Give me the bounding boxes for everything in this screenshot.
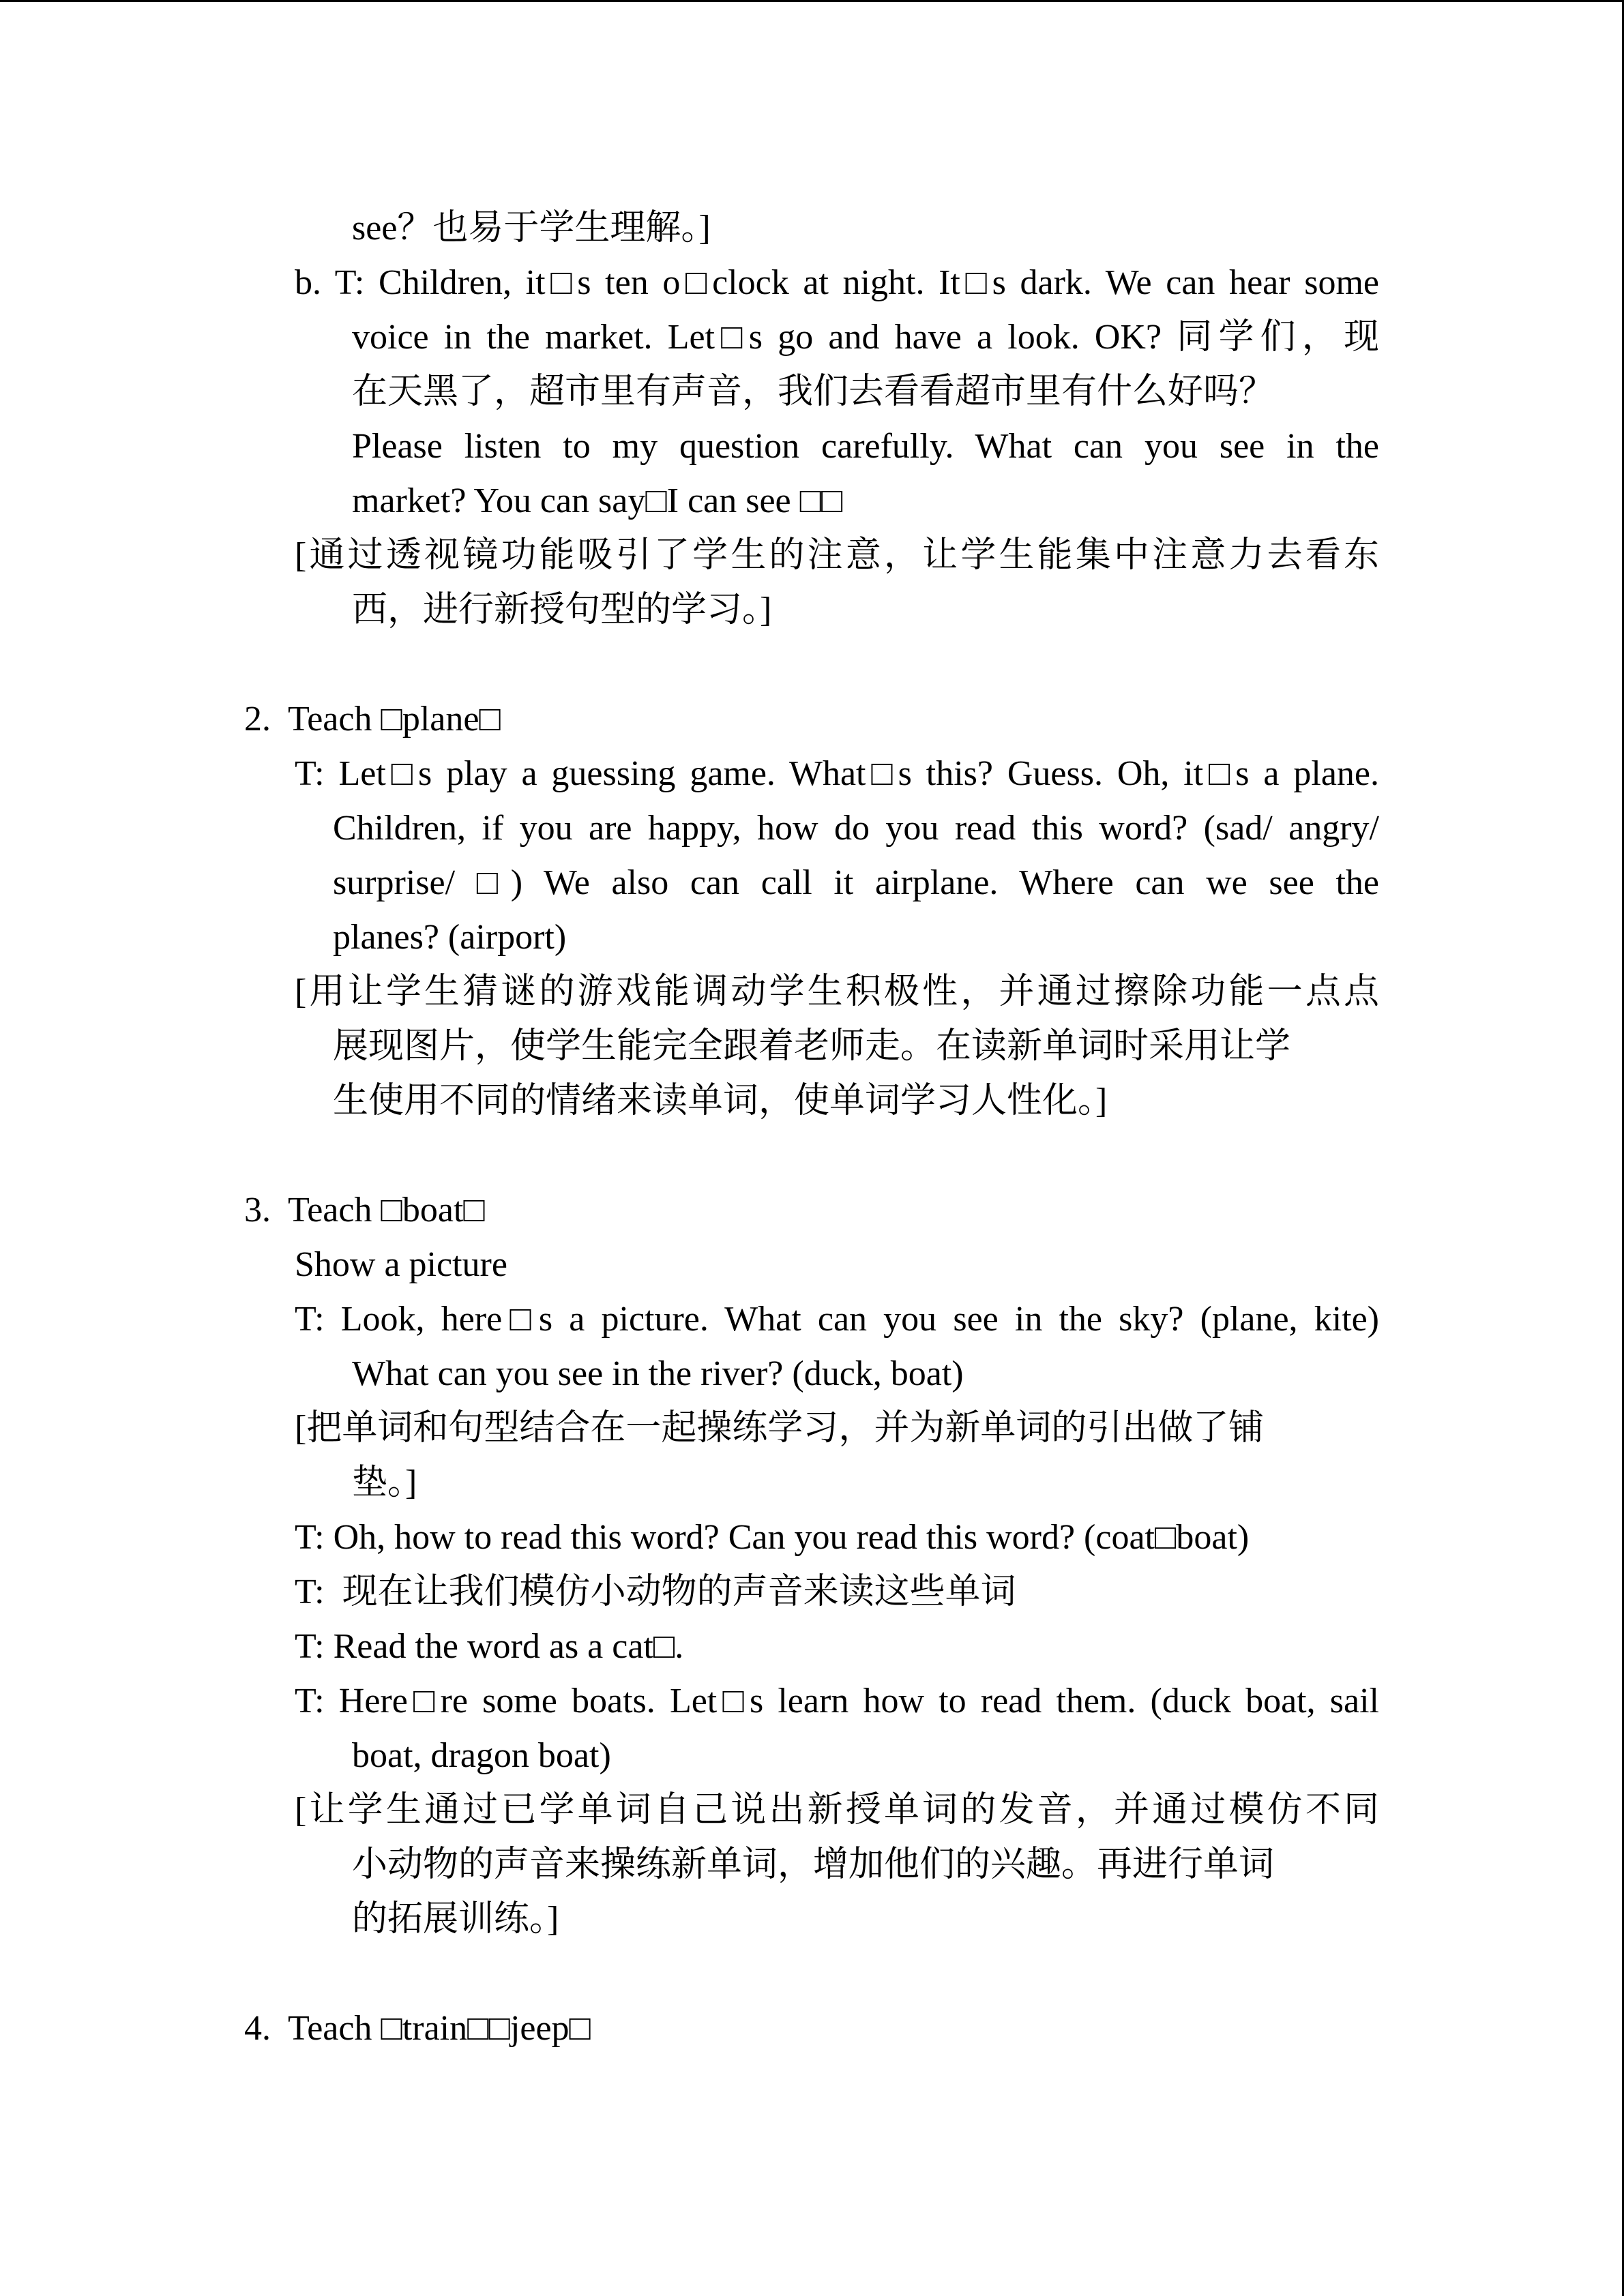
section-3-note2-line-2: 小动物的声音来操练新单词，增加他们的兴趣。再进行单词	[352, 1845, 1275, 1884]
section-3-note2-line-1: [让学生通过已学单词自己说出新授单词的发音，并通过模仿不同	[295, 1791, 1379, 1830]
section-2-note-line-3: 生使用不同的情绪来读单词，使单词学习人性化。]	[333, 1082, 1108, 1120]
section-3-line-7: boat, dragon boat)	[352, 1736, 611, 1775]
section-3-line-4: T: 现在让我们模仿小动物的声音来读这些单词	[295, 1572, 1016, 1611]
section-3-show-line: Show a picture	[295, 1245, 507, 1284]
item-b-line-1: b. T: Children, it□s ten o□clock at night. It□s dark. We can hear some	[295, 263, 1379, 302]
section-2-line-4: planes? (airport)	[333, 918, 567, 957]
section-2-note-line-1: [用让学生猜谜的游戏能调动学生积极性，并通过擦除功能一点点	[295, 972, 1379, 1011]
section-3-note2-line-3: 的拓展训练。]	[352, 1900, 559, 1939]
section-4-heading: 4. Teach □train□□jeep□	[244, 2009, 591, 2048]
item-b-line-3: 在天黑了，超市里有声音，我们去看看超市里有什么好吗？	[352, 372, 1275, 411]
section-3-note1-line-1: [把单词和句型结合在一起操练学习，并为新单词的引出做了铺	[295, 1409, 1265, 1448]
section-3-note1-line-2: 垫。]	[352, 1463, 417, 1502]
item-b-line-4: Please listen to my question carefully. What can you see in the	[352, 427, 1379, 466]
section-3-line-1: T: Look, here□s a picture. What can you see in the sky? (plane, kite)	[295, 1300, 1379, 1339]
section-2-note-line-2: 展现图片，使学生能完全跟着老师走。在读新单词时采用让学	[333, 1027, 1291, 1066]
section-3-line-2: What can you see in the river? (duck, boat)	[352, 1354, 964, 1393]
intro-continuation-line: see？也易于学生理解。]	[352, 209, 711, 248]
section-2-line-2: Children, if you are happy, how do you read this word? (sad/ angry/	[333, 809, 1379, 848]
section-3-line-6: T: Here□re some boats. Let□s learn how to read them. (duck boat, sail	[295, 1682, 1379, 1720]
section-2-line-3: surprise/ □) We also can call it airplane. Where can we see the	[333, 863, 1379, 902]
section-2-line-1: T: Let□s play a guessing game. What□s this? Guess. Oh, it□s a plane.	[295, 754, 1379, 793]
section-3-line-5: T: Read the word as a cat□.	[295, 1627, 684, 1666]
section-3-heading: 3. Teach □boat□	[244, 1191, 485, 1229]
section-3-line-3: T: Oh, how to read this word? Can you read this word? (coat□boat)	[295, 1518, 1250, 1557]
section-2-heading: 2. Teach □plane□	[244, 700, 501, 739]
item-b-line-5: market? You can say□I can see □□	[352, 481, 843, 520]
item-b-note-line-1: [通过透视镜功能吸引了学生的注意，让学生能集中注意力去看东	[295, 536, 1379, 575]
item-b-line-2: voice in the market. Let□s go and have a look. OK? 同学们，现	[352, 318, 1379, 357]
item-b-note-line-2: 西，进行新授句型的学习。]	[352, 591, 772, 629]
